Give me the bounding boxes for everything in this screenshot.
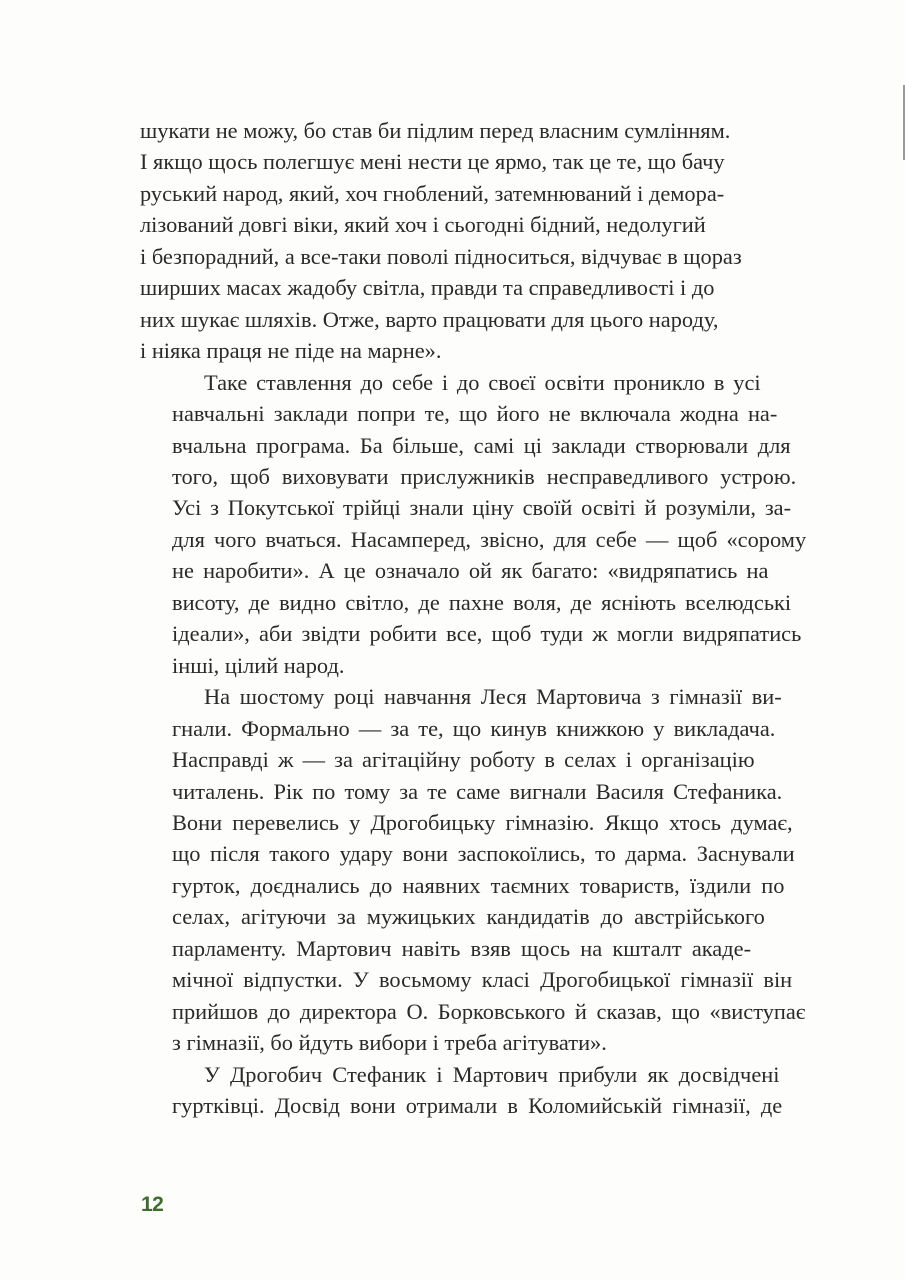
text-line: Вони перевелись у Дрогобицьку гімназію. Якщо хтось думає, <box>172 809 793 835</box>
text-line: На шостому році навчання Леся Мартовича з гімназії ви- <box>204 684 782 710</box>
page-number: 12 <box>141 1193 164 1216</box>
text-line: Усі з Покутської трійці знали ціну своїй освіті й розуміли, за- <box>172 495 792 521</box>
text-line: Насправді ж — за агітаційну роботу в селах і організацію <box>172 747 755 773</box>
text-line: того, щоб виховувати прислужників несправедливого устрою. <box>172 463 797 489</box>
text-line: селах, агітуючи за мужицьких кандидатів до австрійського <box>172 904 765 930</box>
text-line: парламенту. Мартович навіть взяв щось на кшталт акаде- <box>172 935 752 961</box>
paragraph-4 <box>140 1059 819 1122</box>
text-line: і безпорадний, а все-таки поволі підноситься, відчуває в щораз <box>140 243 742 269</box>
text-line: для чого вчаться. Насамперед, звісно, для себе — щоб «сорому <box>172 526 807 552</box>
text-line: ідеали», аби звідти робити все, щоб туди ж могли видряпатись <box>172 621 802 647</box>
body-text <box>140 115 819 1122</box>
text-line: мічної відпустки. У восьмому класі Дрогобицької гімназії він <box>172 967 793 993</box>
text-line: лізований довгі віки, який хоч і сьогодні бідний, недолугий <box>140 212 706 238</box>
text-line: І якщо щось полегшує мені нести це ярмо, так це те, що бачу <box>140 149 725 175</box>
paragraph-2 <box>140 367 819 682</box>
text-line: Таке ставлення до себе і до своєї освіти проникло в усі <box>204 369 761 395</box>
text-line: висоту, де видно світло, де пахне воля, де яcніють вселюдські <box>172 589 792 615</box>
text-line: прийшов до директора О. Борковського й сказав, що «виступає <box>172 998 806 1024</box>
paragraph-3 <box>140 681 819 1058</box>
text-line: з гімназії, бо йдуть вибори і треба агітувати». <box>172 1030 607 1056</box>
text-line: читалень. Рік по тому за те саме вигнали Василя Стефаника. <box>172 778 783 804</box>
paragraph-1 <box>140 115 819 367</box>
text-line: шукати не можу, бо став би підлим перед власним сумлінням. <box>140 118 731 143</box>
text-line: не наробити». А це означало ой як багато: «видряпатись на <box>172 558 769 584</box>
text-line: і ніяка праця не піде на марне». <box>140 338 442 364</box>
text-line: гуртківці. Досвід вони отримали в Коломийській гімназії, де <box>172 1093 783 1119</box>
text-line: навчальні заклади попри те, що його не включала жодна на- <box>172 401 778 427</box>
text-line: вчальна програма. Ба більше, самі ці заклади створювали для <box>172 432 791 458</box>
text-line: інші, цілий народ. <box>172 652 345 678</box>
text-line: гурток, доєднались до наявних таємних товариств, їздили по <box>172 872 785 898</box>
text-line: них шукає шляхів. Отже, варто працювати для цього народу, <box>140 306 719 332</box>
text-line: ширших масах жадобу світла, правди та справедливості і до <box>140 275 715 301</box>
text-line: руський народ, який, хоч гноблений, затемнюваний і демора- <box>140 180 725 206</box>
text-line: що після такого удару вони заспокоїлись, то дарма. Заснували <box>172 841 795 867</box>
text-line: У Дрогобич Стефаник і Мартович прибули як досвідчені <box>204 1061 780 1087</box>
text-line: гнали. Формально — за те, що кинув книжкою у викладача. <box>172 715 776 741</box>
